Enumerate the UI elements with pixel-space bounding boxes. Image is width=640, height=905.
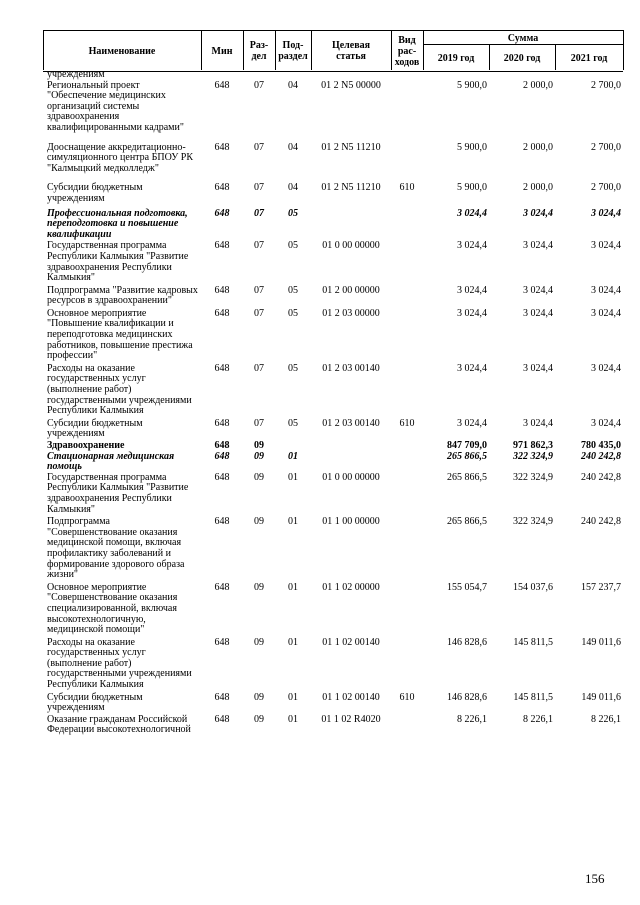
- cell-s3: 3 024,4: [591, 362, 621, 374]
- cell-name: Дооснащение аккредитационно-симуляционного центра БПОУ РК "Калмыцкий медколледж": [47, 141, 194, 174]
- cell-min: 648: [214, 450, 230, 462]
- cell-s2: 8 226,1: [523, 713, 553, 725]
- cell-cs: 01 2 N5 11210: [321, 182, 381, 194]
- cell-vid: [391, 143, 423, 175]
- cell-pod: 01: [288, 636, 298, 648]
- table-row: [43, 309, 623, 362]
- cell-s3: 3 024,4: [591, 307, 621, 319]
- cell-name: Стационарная медицинская помощь: [47, 450, 175, 473]
- cell-name: Подпрограмма "Совершенствование оказания медицинской помощи, включая профилактику заболеваний и формирование здорового образа жизни": [47, 516, 185, 581]
- cell-min: 648: [214, 636, 230, 648]
- cell-vid: [391, 241, 423, 283]
- cell-pod: 05: [288, 284, 298, 296]
- cell-min: 648: [214, 182, 230, 194]
- cell-razd: 07: [254, 141, 264, 153]
- header-2019: 2019 год: [437, 52, 475, 64]
- cell-pod: 01: [288, 581, 298, 593]
- header-name: Наименование: [88, 45, 156, 57]
- header-min: Мин: [211, 45, 233, 57]
- cell-pod: [275, 441, 311, 452]
- cell-name: Профессиональная подготовка, переподготовка и повышение квалификации: [47, 207, 188, 240]
- table-row: [43, 241, 623, 283]
- cell-s1: 5 900,0: [457, 182, 487, 194]
- cell-cs: 01 0 00 00000: [322, 471, 380, 483]
- table-row: [43, 452, 623, 473]
- cell-name: Расходы на оказание государственных услуг (выполнение работ) государственными учреждениями Республики Калмыкия: [47, 362, 192, 417]
- cell-vid: [391, 473, 423, 515]
- cell-vid: [391, 441, 423, 452]
- cell-s3: 2 700,0: [591, 79, 621, 91]
- cell-name: учреждениям: [47, 69, 105, 80]
- cell-vid: [391, 715, 423, 736]
- cell-s3: 157 237,7: [581, 581, 621, 593]
- cell-s1: [423, 70, 489, 81]
- grid-line: [243, 30, 244, 70]
- cell-vid: [391, 638, 423, 691]
- cell-s3: 3 024,4: [591, 240, 621, 252]
- cell-name: Субсидии бюджетным учреждениям: [47, 417, 143, 440]
- grid-line: [275, 30, 276, 70]
- cell-s2: 3 024,4: [523, 284, 553, 296]
- cell-name: Подпрограмма "Развитие кадровых ресурсов в здравоохранении": [47, 284, 198, 307]
- cell-s1: 3 024,4: [457, 207, 487, 219]
- cell-razd: 09: [254, 450, 264, 462]
- cell-s1: 146 828,6: [447, 636, 487, 648]
- cell-name: Государственная программа Республики Калмыкия "Развитие здравоохранения Республики Калмыкия": [47, 240, 189, 284]
- cell-razd: 09: [254, 516, 264, 528]
- cell-s3: 2 700,0: [591, 182, 621, 194]
- cell-cs: 01 2 N5 00000: [321, 79, 381, 91]
- cell-min: 648: [214, 516, 230, 528]
- cell-cs: [311, 70, 391, 81]
- cell-pod: 04: [288, 182, 298, 194]
- cell-name: Расходы на оказание государственных услуг (выполнение работ) государственными учреждениями Республики Калмыкия: [47, 636, 192, 691]
- grid-line: [43, 30, 44, 70]
- cell-s2: 322 324,9: [513, 450, 553, 462]
- table-row: [43, 473, 623, 515]
- cell-razd: [243, 70, 275, 81]
- cell-s2: 3 024,4: [523, 307, 553, 319]
- cell-s3: 780 435,0: [581, 440, 621, 451]
- cell-s1: 3 024,4: [457, 362, 487, 374]
- cell-pod: 05: [288, 307, 298, 319]
- cell-s1: 146 828,6: [447, 691, 487, 703]
- cell-pod: 04: [288, 141, 298, 153]
- header-2021: 2021 год: [570, 52, 608, 64]
- table-row: [43, 209, 623, 241]
- cell-vid: [391, 81, 423, 134]
- cell-vid: [391, 209, 423, 241]
- grid-line: [489, 44, 490, 70]
- cell-s2: 322 324,9: [513, 516, 553, 528]
- cell-min: 648: [214, 471, 230, 483]
- cell-cs: 01 2 03 00000: [322, 307, 380, 319]
- cell-cs: 01 1 02 00000: [322, 581, 380, 593]
- cell-pod: 05: [288, 417, 298, 429]
- table-row: [43, 441, 623, 452]
- header-razdel: Раз- дел: [249, 40, 269, 62]
- header-2020: 2020 год: [503, 52, 541, 64]
- cell-s3: 149 011,6: [581, 636, 621, 648]
- cell-s1: 265 866,5: [447, 516, 487, 528]
- table-row: [43, 419, 623, 440]
- cell-min: 648: [214, 207, 230, 219]
- cell-s2: 3 024,4: [523, 207, 553, 219]
- cell-razd: 07: [254, 284, 264, 296]
- cell-s3: 2 700,0: [591, 141, 621, 153]
- cell-s2: 154 037,6: [513, 581, 553, 593]
- cell-s2: 3 024,4: [523, 417, 553, 429]
- cell-min: 648: [214, 240, 230, 252]
- cell-pod: 01: [288, 713, 298, 725]
- cell-s2: 322 324,9: [513, 471, 553, 483]
- cell-razd: 09: [254, 691, 264, 703]
- grid-line: [423, 30, 424, 70]
- cell-min: 648: [214, 79, 230, 91]
- cell-pod: 01: [288, 471, 298, 483]
- cell-s2: 3 024,4: [523, 362, 553, 374]
- cell-min: 648: [214, 141, 230, 153]
- cell-s2: 971 862,3: [513, 440, 553, 451]
- grid-line: [423, 44, 623, 45]
- cell-s3: 240 242,8: [581, 471, 621, 483]
- table-row: [43, 183, 623, 204]
- cell-s2: 2 000,0: [523, 182, 553, 194]
- cell-vid: [391, 309, 423, 362]
- table-row: [43, 517, 623, 581]
- cell-cs: 01 1 02 00140: [322, 636, 380, 648]
- cell-min: 648: [214, 713, 230, 725]
- table-row: [43, 143, 623, 175]
- cell-razd: 09: [254, 440, 264, 451]
- cell-vid: [391, 517, 423, 581]
- cell-s3: 149 011,6: [581, 691, 621, 703]
- cell-min: 648: [214, 284, 230, 296]
- header-vid: Вид рас- ходов: [394, 34, 420, 68]
- cell-vid: 610: [399, 417, 415, 429]
- cell-pod: 05: [288, 207, 298, 219]
- cell-s2: 3 024,4: [523, 240, 553, 252]
- cell-pod: 05: [288, 362, 298, 374]
- cell-vid: [391, 452, 423, 473]
- cell-cs: 01 0 00 00000: [322, 240, 380, 252]
- table-row: [43, 70, 623, 81]
- cell-vid: 610: [399, 691, 415, 703]
- table-header: [43, 30, 623, 72]
- cell-s1: 5 900,0: [457, 79, 487, 91]
- cell-razd: 07: [254, 307, 264, 319]
- cell-s3: 3 024,4: [591, 284, 621, 296]
- cell-pod: 01: [288, 691, 298, 703]
- cell-razd: 09: [254, 713, 264, 725]
- cell-cs: 01 1 00 00000: [322, 516, 380, 528]
- header-podrazdel: Под- раздел: [278, 40, 308, 62]
- cell-name: Региональный проект "Обеспечение медицинских организаций системы здравоохранения квалифицированными кадрами": [47, 79, 184, 133]
- cell-min: 648: [214, 581, 230, 593]
- cell-min: [201, 70, 243, 81]
- cell-vid: [391, 286, 423, 307]
- cell-cs: 01 1 02 R4020: [321, 713, 381, 725]
- grid-line: [623, 30, 624, 70]
- cell-s2: 145 811,5: [513, 691, 553, 703]
- cell-cs: [311, 441, 391, 452]
- cell-cs: [311, 452, 391, 473]
- cell-s3: 3 024,4: [591, 417, 621, 429]
- cell-pod: 04: [288, 79, 298, 91]
- cell-name: Субсидии бюджетным учреждениям: [47, 182, 143, 204]
- cell-name: Оказание гражданам Российской Федерации высокотехнологичной: [47, 713, 191, 736]
- cell-pod: 05: [288, 240, 298, 252]
- cell-razd: 07: [254, 207, 264, 219]
- table-body: [43, 70, 623, 736]
- cell-name: Государственная программа Республики Калмыкия "Развитие здравоохранения Республики Калмыкия": [47, 471, 189, 515]
- cell-s3: 240 242,8: [581, 450, 621, 462]
- cell-razd: 07: [254, 362, 264, 374]
- cell-cs: [311, 209, 391, 241]
- grid-line: [311, 30, 312, 70]
- cell-s1: 5 900,0: [457, 141, 487, 153]
- table-row: [43, 364, 623, 417]
- cell-s2: 2 000,0: [523, 79, 553, 91]
- cell-s2: 2 000,0: [523, 141, 553, 153]
- cell-s1: 265 866,5: [447, 450, 487, 462]
- table-row: [43, 583, 623, 636]
- header-celevaya: Целевая статья: [331, 40, 371, 62]
- cell-name: Субсидии бюджетным учреждениям: [47, 691, 143, 714]
- cell-s1: 8 226,1: [457, 713, 487, 725]
- cell-pod: 01: [288, 450, 298, 462]
- cell-s1: 3 024,4: [457, 284, 487, 296]
- table-row: [43, 715, 623, 736]
- cell-cs: 01 2 03 00140: [322, 417, 380, 429]
- grid-line: [391, 30, 392, 70]
- cell-razd: 07: [254, 79, 264, 91]
- cell-s2: 145 811,5: [513, 636, 553, 648]
- cell-s1: 3 024,4: [457, 240, 487, 252]
- cell-s3: [555, 70, 623, 81]
- cell-razd: 07: [254, 240, 264, 252]
- cell-cs: 01 1 02 00140: [322, 691, 380, 703]
- cell-s3: 8 226,1: [591, 713, 621, 725]
- cell-razd: 09: [254, 581, 264, 593]
- cell-s1: 847 709,0: [447, 440, 487, 451]
- page-number: 156: [585, 871, 605, 886]
- header-summa: Сумма: [507, 32, 539, 44]
- table-row: [43, 693, 623, 714]
- cell-name: Основное мероприятие "Совершенствование оказания специализированной, включая высокотехнологичную, медицинской помощи": [47, 581, 178, 636]
- cell-vid: [391, 583, 423, 636]
- cell-name: Основное мероприятие "Повышение квалификации и переподготовка медицинских работников, повышение престижа профессии": [47, 307, 193, 362]
- cell-min: 648: [214, 362, 230, 374]
- cell-vid: [391, 70, 423, 81]
- cell-pod: 01: [288, 516, 298, 528]
- grid-line: [201, 30, 202, 70]
- cell-s2: [489, 70, 555, 81]
- grid-line: [555, 44, 556, 70]
- cell-pod: [275, 70, 311, 81]
- cell-razd: 09: [254, 636, 264, 648]
- cell-razd: 07: [254, 182, 264, 194]
- cell-s1: 3 024,4: [457, 307, 487, 319]
- cell-min: 648: [214, 440, 230, 451]
- cell-min: 648: [214, 417, 230, 429]
- cell-cs: 01 2 N5 11210: [321, 141, 381, 153]
- cell-cs: 01 2 00 00000: [322, 284, 380, 296]
- cell-s1: 3 024,4: [457, 417, 487, 429]
- cell-s3: 240 242,8: [581, 516, 621, 528]
- cell-razd: 09: [254, 471, 264, 483]
- table-row: [43, 286, 623, 307]
- cell-s1: 155 054,7: [447, 581, 487, 593]
- cell-min: 648: [214, 307, 230, 319]
- table-row: [43, 638, 623, 691]
- cell-name: Здравоохранение: [47, 440, 125, 451]
- cell-s1: 265 866,5: [447, 471, 487, 483]
- cell-min: 648: [214, 691, 230, 703]
- cell-vid: [391, 364, 423, 417]
- cell-vid: 610: [399, 182, 415, 194]
- table-row: [43, 81, 623, 134]
- cell-razd: 07: [254, 417, 264, 429]
- cell-s3: 3 024,4: [591, 207, 621, 219]
- cell-cs: 01 2 03 00140: [322, 362, 380, 374]
